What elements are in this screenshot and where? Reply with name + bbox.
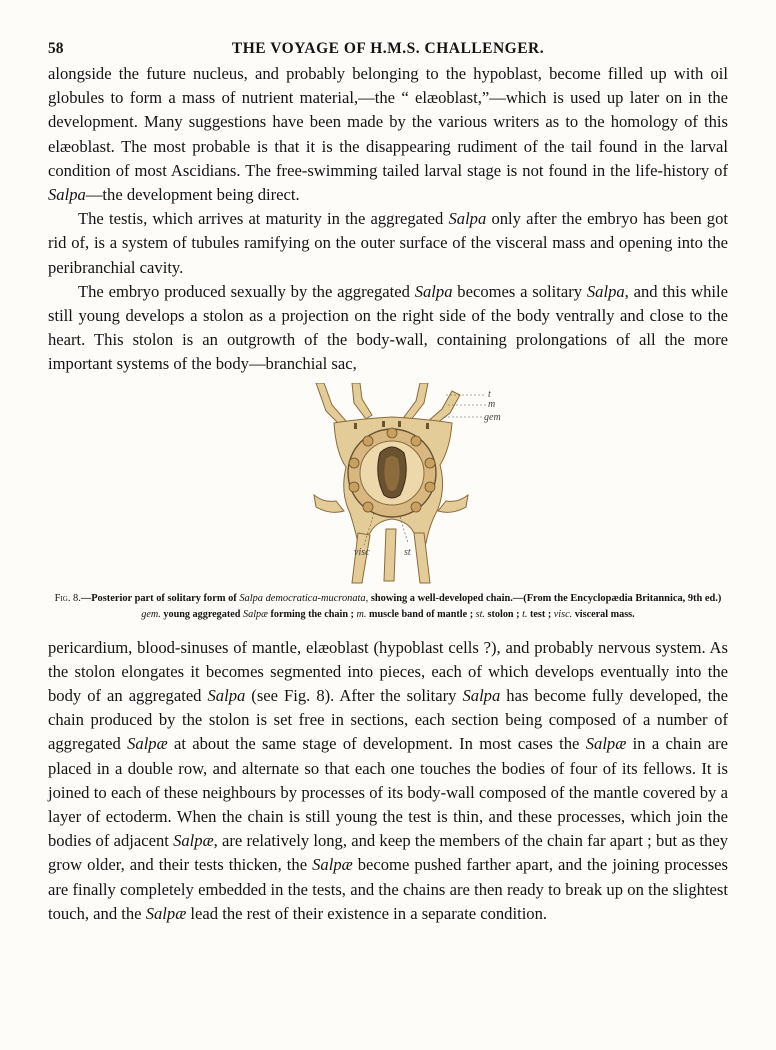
paragraph-2: The testis, which arrives at maturity in the aggregated Salpa only after the embryo has been got rid of, is a system of tubules ramifying on the outer surface of the visceral mass and opening into the peribranchial cavity. [48,209,728,277]
running-title: THE VOYAGE OF H.M.S. CHALLENGER. [231,40,545,57]
label-st: st [404,546,411,558]
figure-caption: Fig. 8.—Posterior part of solitary form of Salpa democratica-mucronata, showing a well-developed chain.—(From the Encyclopædia Britannica, 9th ed.) [54,592,722,604]
paragraph-3: The embryo produced sexually by the aggregated Salpa becomes a solitary Salpa, and this while still young develops a stolon as a projection on the right side of the body ventrally and close to the heart. This stolon is an outgrowth of the body-wall, containing prolongations of all the more important systems of the body—branchial sac, [48,281,728,374]
page [48,40,728,926]
page-header [48,40,728,62]
paragraph-4: pericardium, blood-sinuses of mantle, elæoblast (hypoblast cells ?), and probably nervous system. As the stolon elongates it becomes segmented into pieces, each of which develops eventually into the body of an aggregated Salpa (see Fig. 8). After the solitary Salpa has become fully developed, the chain produced by the stolon is set free in sections, each section being composed of a number of aggregated Salpæ at about the same stage of development. In most cases the Salpæ in a chain are placed in a double row, and alternate so that each one touches the bodies of four of its fellows. It is joined to each of these neighbours by processes of its body-wall composed of the mantle covered by a layer of ectoderm. When the chain is still young the test is thin, and these processes, which join the bodies of adjacent Salpæ, are relatively long, and keep the members of the chain far apart ; but as they grow older, and their tests thicken, the Salpæ become pushed farther apart, and the joining processes are finally completely embedded in the tests, and the chains are then ready to break up on the slightest touch, and the Salpæ lead the rest of their existence in a separate condition. [48,637,728,923]
page-number: 58 [48,40,64,57]
label-m: m [488,398,496,410]
label-gem: gem [484,411,501,423]
body-text-bottom [48,636,728,926]
body-text-top [48,62,728,377]
paragraph-1: alongside the future nucleus, and probably belonging to the hypoblast, become filled up with oil globules to form a mass of nutrient material,—the “ elæoblast,”—which is used up later on in the development. Many suggestions have been made by the various writers as to the homology of this elæoblast. The most probable is that it is the disappearing rudiment of the tail found in the larval condition of most Ascidians. The free-swimming tailed larval stage is not found in the life-history of Salpa—the development being direct. [48,64,728,205]
salpa-chain-illustration [296,383,526,588]
label-visc: visc [354,546,370,558]
figure-legend: gem. young aggregated Salpæ forming the chain ; m. muscle band of mantle ; st. stolon ; t. test ; visc. visceral mass. [141,608,635,620]
figure-8 [48,383,728,588]
label-t: t [488,388,491,400]
